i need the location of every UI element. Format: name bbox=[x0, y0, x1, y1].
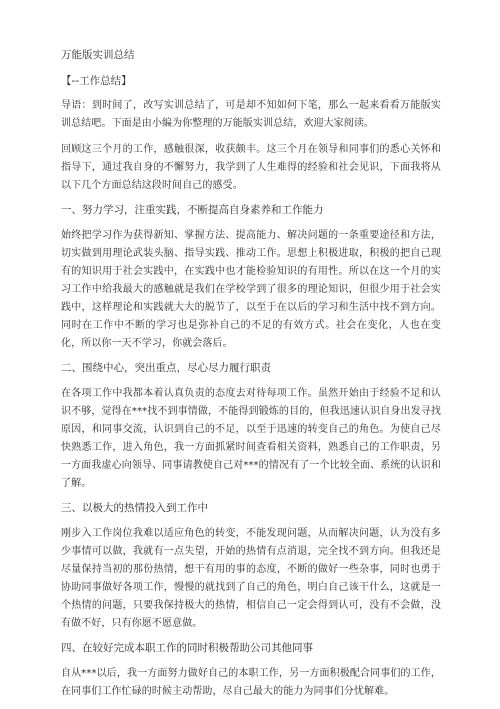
section-heading-1: 一、努力学习，注重实践，不断提高自身素养和工作能力 bbox=[61, 204, 324, 216]
document-page bbox=[61, 48, 441, 709]
intro-paragraph: 导语：到时间了，改写实训总结了，可是却不知如何下笔，那么一起来看看万能版实训总结吧。下面是由小编为你整理的万能版实训总结，欢迎大家阅读。 bbox=[61, 100, 441, 129]
section-heading-2: 二、围绕中心，突出重点，尽心尽力履行职责 bbox=[61, 362, 271, 374]
section-body-4: 自从***以后，我一方面努力做好自己的本职工作，另一方面积极配合同事们的工作，在同事们工作忙碌的时候主动帮助，尽自己最大的能力为同事们分忧解难。 bbox=[61, 668, 441, 697]
section-body-1: 始终把学习作为获得新知、掌握方法、提高能力、解决问题的一条重要途径和方法，切实做到用理论武装头脑、指导实践、推动工作。思想上积极进取，积极的把自己现有的知识用于社会实践中，在实践中也才能检验知识的有用性。所以在这一个月的实习工作中给我最大的感触就是我们在学校学到了很多的理论知识，但很少用于社会实践中，这样理论和实践就大大的脱节了，以至于在以后的学习和生活中找不到方向。同时在工作中不断的学习也是弥补自己的不足的有效方式。社会在变化，人也在变化，所以你一天不学习，你就会落后。 bbox=[61, 230, 441, 349]
document-title: 万能版实训总结 bbox=[61, 49, 135, 61]
section-heading-3: 三、以极大的热情投入到工作中 bbox=[61, 502, 208, 514]
section-body-2: 在各项工作中我都本着认真负责的态度去对待每项工作。虽然开始由于经验不足和认识不够，觉得在***找不到事情做，不能得到锻炼的目的，但我迅速认识自身出发寻找原因，和同事交流，认识到自己的不足，以至于迅速的转变自己的角色。为使自己尽快熟悉工作，进入角色，我一方面抓紧时间查看相关资料，熟悉自己的工作职责，另一方面我虚心向领导、同事请教使自己对***的情况有了一个比较全面、系统的认识和了解。 bbox=[61, 388, 441, 489]
section-body-3: 刚步入工作岗位我难以适应角色的转变，不能发现问题，从而解决问题，认为没有多少事情可以做，我就有一点失望，开始的热情有点消退，完全找不到方向。但我还是尽量保持当初的那份热情，想干有用的事的态度，不断的做好一些杂事，同时也勇于协助同事做好各项工作，慢慢的就找到了自己的角色，明白自己该干什么，这就是一个热情的问题，只要我保持极大的热情，相信自己一定会得到认可，没有不会做，没有做不好，只有你愿不愿意做。 bbox=[61, 528, 441, 629]
opening-paragraph: 回顾这三个月的工作，感触很深，收获颇丰。这三个月在领导和同事们的悉心关怀和指导下，通过我自身的不懈努力，我学到了人生难得的经验和社会见识，下面我将从以下几个方面总结这段时间自己的感受。 bbox=[61, 144, 441, 191]
section-heading-4: 四、在较好完成本职工作的同时积极帮助公司其他同事 bbox=[61, 642, 313, 654]
category-tag: 【--工作总结】 bbox=[61, 75, 132, 87]
